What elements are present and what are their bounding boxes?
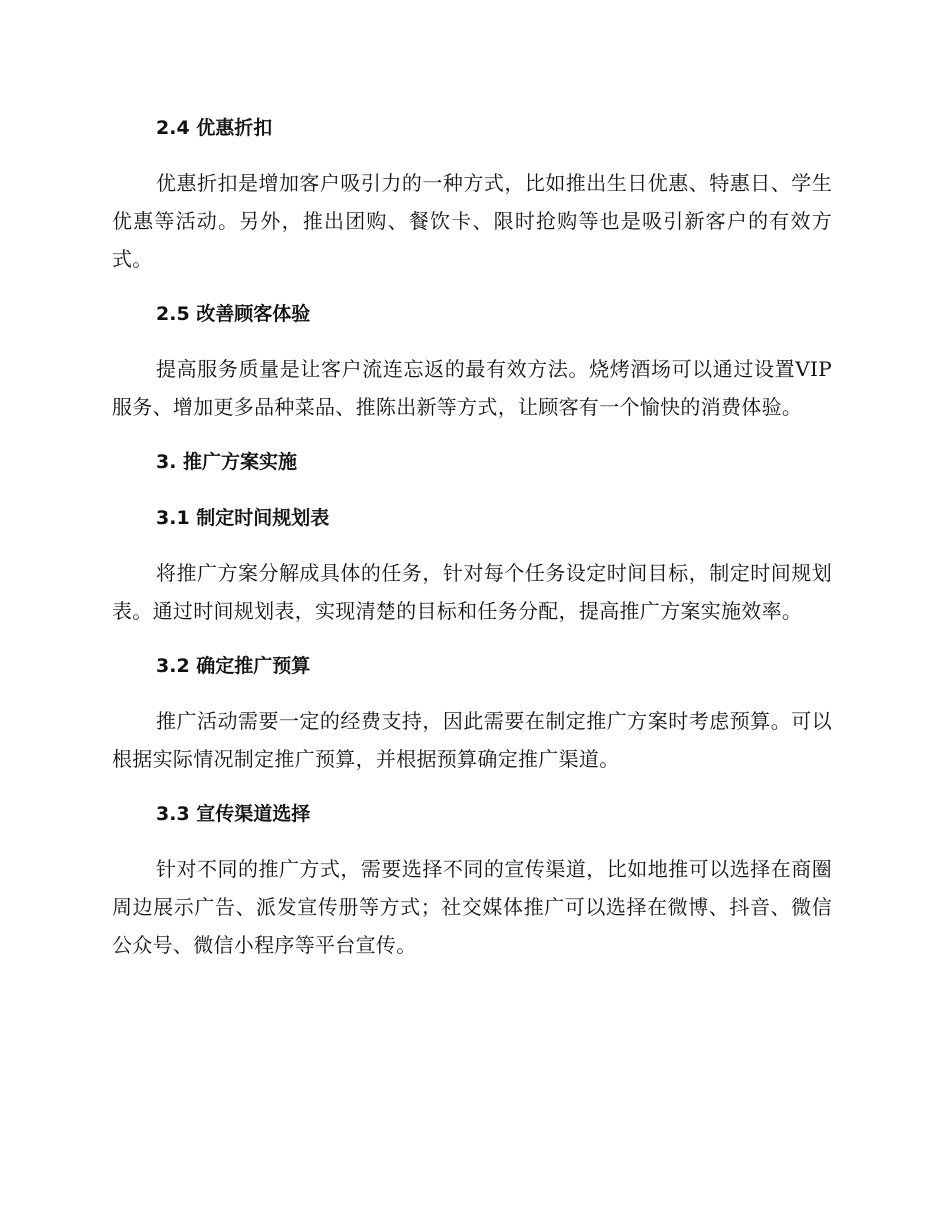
section-heading-3: 3. 推广方案实施 bbox=[156, 451, 298, 473]
section-heading-3-1: 3.1 制定时间规划表 bbox=[156, 507, 330, 529]
document-page bbox=[112, 108, 832, 964]
section-heading-2-4: 2.4 优惠折扣 bbox=[156, 117, 273, 139]
section-paragraph-2-5: 提高服务质量是让客户流连忘返的最有效方法。烧烤酒场可以通过设置VIP服务、增加更多品种菜品、推陈出新等方式，让顾客有一个愉快的消费体验。 bbox=[112, 357, 832, 419]
section-paragraph-3-1: 将推广方案分解成具体的任务，针对每个任务设定时间目标，制定时间规划表。通过时间规划表，实现清楚的目标和任务分配，提高推广方案实施效率。 bbox=[112, 561, 832, 623]
section-paragraph-3-3: 针对不同的推广方式，需要选择不同的宣传渠道，比如地推可以选择在商圈周边展示广告、派发宣传册等方式；社交媒体推广可以选择在微博、抖音、微信公众号、微信小程序等平台宣传。 bbox=[112, 857, 832, 957]
section-heading-2-5: 2.5 改善顾客体验 bbox=[156, 303, 311, 325]
section-heading-3-3: 3.3 宣传渠道选择 bbox=[156, 803, 311, 825]
section-paragraph-2-4: 优惠折扣是增加客户吸引力的一种方式，比如推出生日优惠、特惠日、学生优惠等活动。另外，推出团购、餐饮卡、限时抢购等也是吸引新客户的有效方式。 bbox=[112, 171, 832, 271]
section-paragraph-3-2: 推广活动需要一定的经费支持，因此需要在制定推广方案时考虑预算。可以根据实际情况制定推广预算，并根据预算确定推广渠道。 bbox=[112, 709, 832, 771]
section-heading-3-2: 3.2 确定推广预算 bbox=[156, 655, 311, 677]
